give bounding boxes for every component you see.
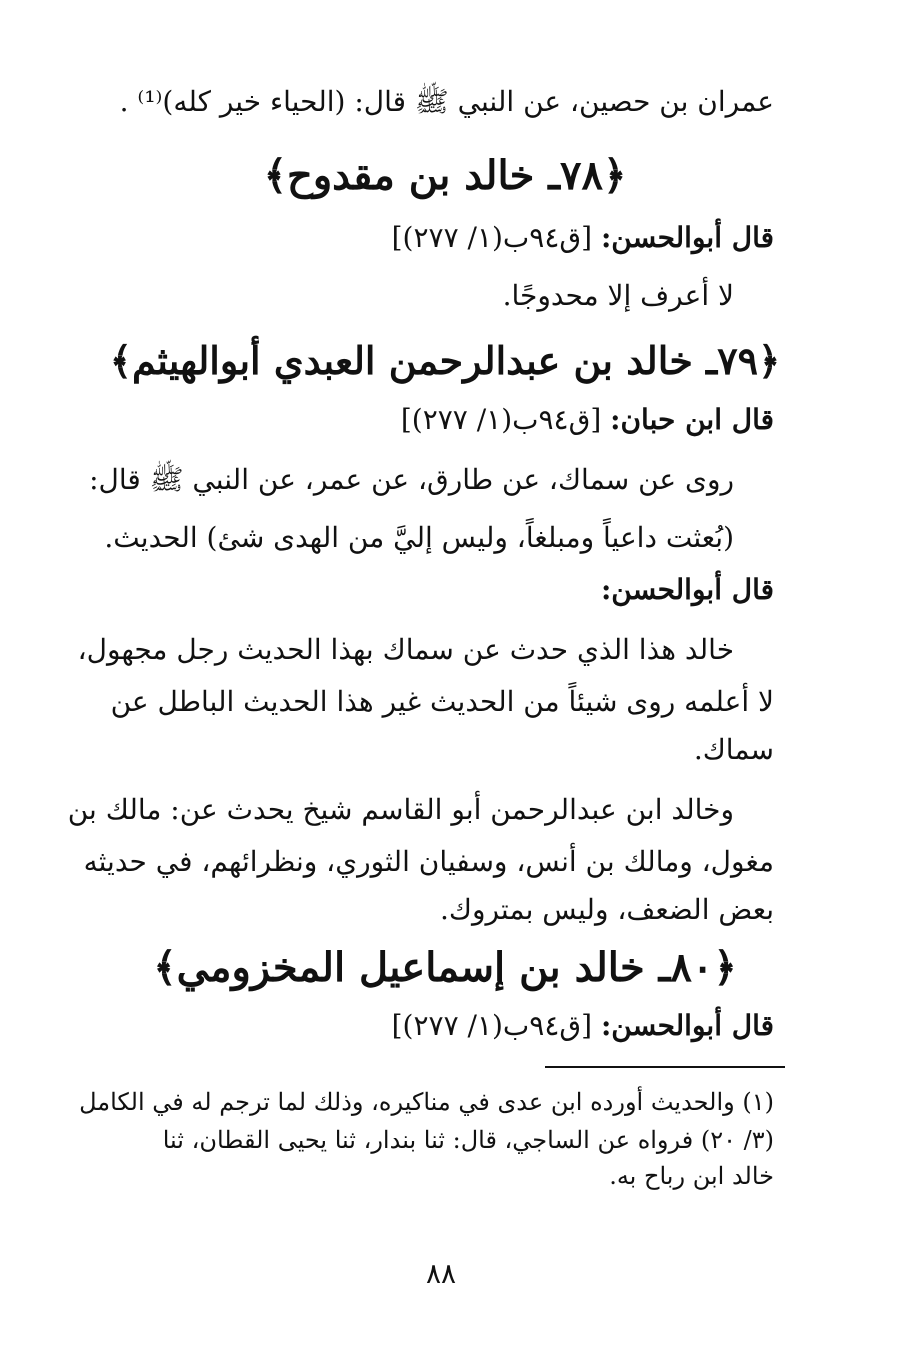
- text-line: لا أعلمه روى شيئاً من الحديث غير هذا الحديث الباطل عن: [110, 685, 774, 718]
- speaker-label: قال أبوالحسن:: [600, 221, 774, 254]
- text-line: بعض الضعف، وليس بمتروك.: [439, 893, 774, 926]
- page-number: ٨٨: [425, 1257, 457, 1290]
- text-line: وخالد ابن عبدالرحمن أبو القاسم شيخ يحدث عن: مالك بن: [67, 793, 734, 826]
- footnote-line: (١) والحديث أورده ابن عدى في مناكيره، وذلك لما ترجم له في الكامل: [79, 1088, 774, 1116]
- attribution-line: [134, 218, 774, 258]
- speaker-label: قال أبوالحسن:: [600, 573, 774, 606]
- speaker-label: قال أبوالحسن:: [600, 1009, 774, 1042]
- speaker-label: قال ابن حبان:: [610, 403, 774, 436]
- footnote-separator: [545, 1066, 785, 1068]
- attribution-line: [134, 1006, 774, 1046]
- footnote-line: (٣/ ٢٠) فرواه عن الساجي، قال: ثنا بندار، ثنا يحيى القطان، ثنا: [162, 1126, 774, 1154]
- text-line: خالد هذا الذي حدث عن سماك بهذا الحديث رجل مجهول،: [77, 633, 734, 666]
- text-line: (بُعثت داعياً ومبلغاً، وليس إليَّ من الهدى شئ) الحديث.: [104, 521, 734, 554]
- entry-heading-78: ﴿٧٨ـ خالد بن مقدوح﴾: [263, 152, 627, 199]
- footnote-line: خالد ابن رباح به.: [609, 1162, 774, 1190]
- manuscript-reference: [ق٩٤ب(١/ ٢٧٧)]: [391, 1009, 593, 1042]
- entry-heading-79: ﴿٧٩ـ خالد بن عبدالرحمن العبدي أبوالهيثم﴾: [109, 338, 781, 383]
- text-line: سماك.: [693, 733, 774, 766]
- entry-heading-80: ﴿٨٠ـ خالد بن إسماعيل المخزومي﴾: [153, 944, 737, 991]
- manuscript-reference: [ق٩٤ب(١/ ٢٧٧)]: [400, 403, 602, 436]
- text-line: روى عن سماك، عن طارق، عن عمر، عن النبي ﷺ قال:: [89, 463, 734, 496]
- text-line: لا أعرف إلا محدوجًا.: [502, 279, 734, 312]
- manuscript-reference: [ق٩٤ب(١/ ٢٧٧)]: [391, 221, 593, 254]
- text-line: مغول، ومالك بن أنس، وسفيان الثوري، ونظرائهم، في حديثه: [83, 845, 774, 878]
- text-line: عمران بن حصين، عن النبي ﷺ قال: (الحياء خير كله)⁽¹⁾ .: [119, 85, 774, 118]
- attribution-line: [134, 400, 774, 440]
